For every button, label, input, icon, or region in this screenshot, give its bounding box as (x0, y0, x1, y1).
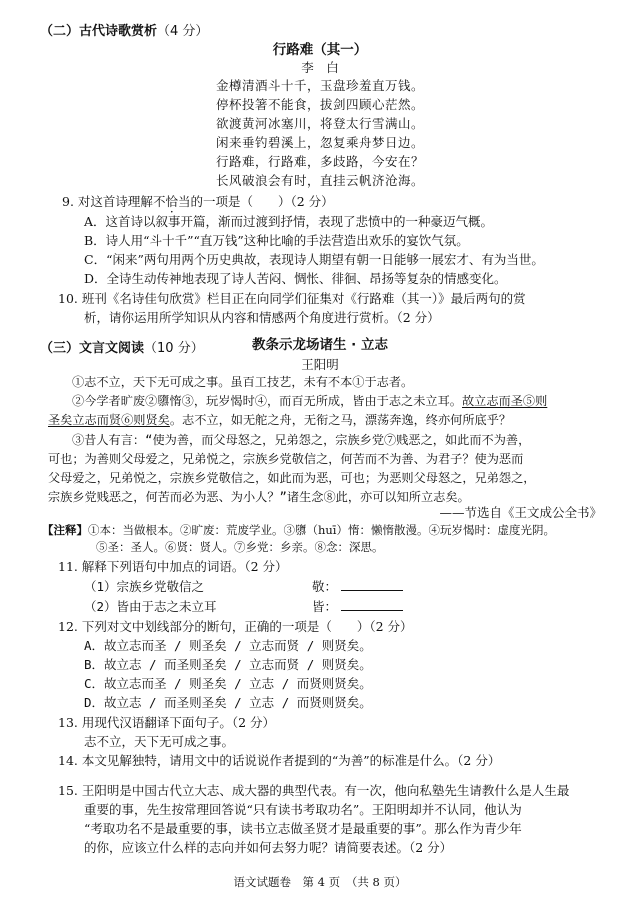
section3-points: （10 分） (144, 341, 204, 356)
essay-paragraph-3-line-1: ③昔人有言：“使为善，而父母怒之，兄弟怨之，宗族乡党⑦贱恶之，如此而不为善， (72, 433, 531, 447)
essay-paragraph-3-line-4: 宗族乡党贱恶之，何苦而必为恶、为小人？”诸生念⑧此，亦可以知所立志矣。 (48, 490, 470, 504)
question-12-number: 12. (58, 619, 78, 634)
section2-heading (40, 22, 208, 41)
question-14-number: 14. (58, 753, 78, 768)
answer-blank-2[interactable] (341, 598, 403, 611)
question-15-number: 15. (58, 783, 78, 798)
essay-paragraph-2-line-2 (48, 411, 603, 430)
question-9-stem-a: 对这首诗理解 (77, 194, 153, 209)
poem-line-4: 闲来垂钓碧溪上，忽复乘舟梦日边。 (215, 135, 424, 150)
poem-line-6: 长风破浪会有时，直挂云帆济沧海。 (215, 173, 424, 188)
question-13-sentence: 志不立，天下无可成之事。 (84, 734, 235, 749)
question-12-option-a: A．故立志而圣 / 则圣矣 / 立志而贤 / 则贤矣。 (84, 638, 372, 653)
question-11-number: 11. (58, 559, 78, 574)
question-9-option-b: B．诗人用“斗十千”“直万钱”这种比喻的手法营造出欢乐的宴饮气氛。 (84, 233, 469, 248)
poem-line-3: 欲渡黄河冰塞川，将登太行雪满山。 (215, 116, 424, 131)
question-14-stem (58, 751, 606, 770)
poem-title: 行路难（其一） (272, 42, 368, 58)
section3-title: （三）文言文阅读 (40, 341, 145, 356)
question-9-option-a: A．这首诗以叙事开篇，渐而过渡到抒情，表现了悲愤中的一种豪迈气概。 (84, 214, 494, 229)
question-9-option-d: D．全诗生动传神地表现了诗人苦闷、惆怅、徘徊、昂扬等复杂的情感变化。 (84, 271, 507, 286)
essay-title: 教条示龙场诸生 · 立志 (251, 337, 389, 353)
question-11-item-1-key: 敬： (312, 579, 338, 594)
essay-p2-underline-1: 故立志而圣⑤则 (462, 394, 548, 408)
question-15-line-1 (58, 781, 606, 800)
question-12-option-b: B．故立志 / 而圣则圣矣 / 立志而贤 / 则贤矣。 (84, 657, 372, 672)
essay-p2-underline-2: 圣矣立志而贤⑥则贤矣 (48, 413, 170, 427)
essay-p2-text-a: ②今学者旷废②隳惰③，玩岁愒时④，而百无所成，皆由于志之未立耳。 (72, 394, 462, 408)
question-13-stem (58, 713, 606, 732)
notes-label: 【注释】 (42, 523, 88, 537)
essay-paragraph-3-line-2: 可也；为善则父母爱之，兄弟悦之，宗族乡党敬信之，何苦而不为善、为君子？使为恶而 (48, 452, 524, 466)
section2-title: （二）古代诗歌赏析 (40, 24, 158, 39)
question-12-option-c: C．故立志而圣 / 则圣矣 / 立志 / 而贤则贤矣。 (84, 676, 372, 691)
question-9-option-c: C．“闲来”两句用两个历史典故，表现诗人期望有朝一日能够一展宏才、有为当世。 (84, 252, 544, 267)
question-11-item-2-text: （2）皆由于志之未立耳 (84, 599, 217, 614)
question-11-text: 解释下列语句中加点的词语。（2 分） (81, 559, 288, 574)
question-13-text: 用现代汉语翻译下面句子。（2 分） (81, 715, 276, 730)
essay-paragraph-1: ①志不立，天下无可成之事。虽百工技艺，未有不本①于志者。 (72, 375, 414, 389)
question-15-line-3: “考取功名不是最重要的事，读书立志做圣贤才是最重要的事”。那么作为青少年 (84, 821, 522, 836)
notes-text-1: ①本：当做根本。②旷废：荒废学业。③隳（huī）惰：懒惰散漫。④玩岁愒时：虚度光阴。 (88, 523, 555, 537)
question-12-option-d: D．故立志 / 而圣则圣矣 / 立志 / 而贤则贤矣。 (84, 695, 372, 710)
poem-line-2: 停杯投箸不能食，拔剑四顾心茫然。 (215, 97, 424, 112)
question-11-item-2-key: 皆： (312, 599, 338, 614)
question-12-stem (58, 617, 606, 636)
page-footer: 语文试题卷 第 4 页 （共 8 页） (233, 875, 407, 889)
question-12-text: 下列对文中划线部分的断句，正确的一项是（ ）（2 分） (81, 619, 413, 634)
question-15-text-1: 王阳明是中国古代立大志、成大器的典型代表。有一次，他向私塾先生请教什么是人生最 (81, 783, 570, 798)
essay-author: 王阳明 (301, 357, 339, 372)
question-14-text: 本文见解独特，请用文中的话说说作者提到的“为善”的标准是什么。（2 分） (81, 753, 501, 768)
essay-paragraph-2-line-1 (72, 392, 612, 411)
question-13-number: 13. (58, 715, 78, 730)
question-11-item-1 (84, 577, 614, 596)
question-10-number: 10. (58, 291, 78, 306)
question-15-line-4: 的你，应该立什么样的志向并如何去努力呢？请简要表述。（2 分） (84, 840, 453, 855)
question-10-line-1 (58, 289, 606, 308)
section2-points: （4 分） (157, 24, 209, 39)
question-11-item-2 (84, 597, 614, 616)
notes-line-2: ⑤圣：圣人。⑥贤：贤人。⑦乡党：乡亲。⑧念：深思。 (96, 540, 384, 554)
question-9-stem-b: 的一项是（ ）（2 分） (190, 194, 334, 209)
poem-author: 李 白 (301, 60, 339, 75)
question-9-stem (62, 192, 610, 211)
essay-source: ——节选自《王文成公全书》 (439, 505, 602, 520)
essay-paragraph-3-line-3: 父母爱之，兄弟悦之，宗族乡党敬信之，如此而为恶，可也；为恶则父母怒之，兄弟怨之， (48, 471, 536, 485)
question-9-emphasis: 不恰当 (152, 194, 191, 209)
question-15-line-2: 重要的事，先生按常理回答说“只有读书考取功名”。王阳明却并不认同，他认为 (84, 802, 522, 817)
question-10-text-1: 班刊《名诗佳句欣赏》栏目正在向同学们征集对《行路难（其一）》最后两句的赏 (81, 291, 526, 306)
question-11-item-2-answer (312, 597, 403, 616)
poem-line-1: 金樽清酒斗十千，玉盘珍羞直万钱。 (215, 78, 424, 93)
answer-blank-1[interactable] (341, 578, 403, 591)
question-11-stem (58, 557, 606, 576)
question-9-number: 9. (62, 194, 74, 209)
essay-p2-text-b: 。志不立，如无舵之舟，无衔之马，漂荡奔逸，终亦何所底乎？ (169, 413, 512, 427)
question-11-item-1-answer (312, 577, 403, 596)
question-11-item-1-text: （1）宗族乡党敬信之 (84, 579, 205, 594)
question-10-line-2: 析，请你运用所学知识从内容和情感两个角度进行赏析。（2 分） (84, 310, 440, 325)
poem-line-5: 行路难，行路难，多歧路，今安在？ (215, 154, 424, 169)
